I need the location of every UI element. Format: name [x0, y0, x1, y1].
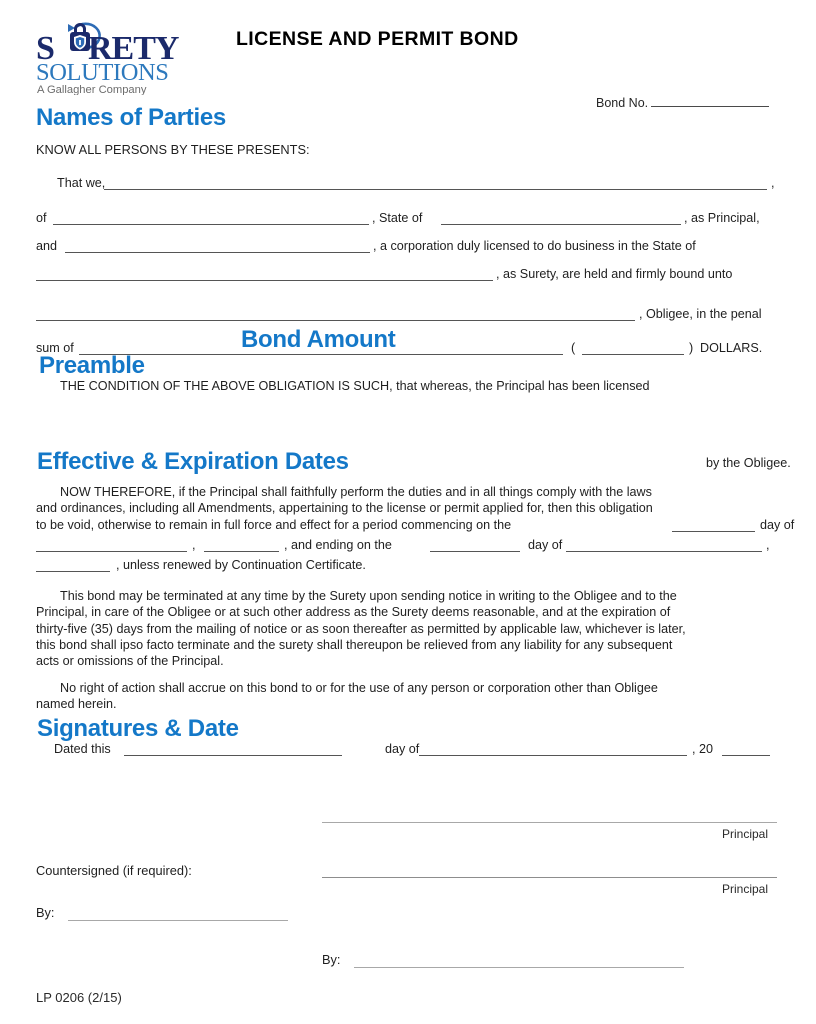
- sum-words-rule[interactable]: [79, 354, 563, 355]
- now-therefore-line-2: and ordinances, including all Amendments, appertaining to the license or permit applied for, then this obligation: [36, 501, 653, 515]
- obligee-clause: , Obligee, in the penal: [639, 307, 762, 321]
- surety-by-rule[interactable]: [354, 967, 684, 968]
- now-therefore-line-4b: , and ending on the: [284, 538, 392, 552]
- dated-day-rule[interactable]: [124, 755, 342, 756]
- paren-open: (: [571, 341, 576, 355]
- of-label: of: [36, 211, 47, 225]
- ending-month-rule[interactable]: [566, 551, 762, 552]
- bond-number-label: Bond No.: [596, 96, 649, 110]
- ending-year-rule[interactable]: [36, 571, 110, 572]
- now-therefore-line-3b: day of: [760, 518, 795, 532]
- principal-label-2: Principal: [722, 882, 769, 896]
- annotation-signatures-date: Signatures & Date: [37, 715, 239, 742]
- surety-state-rule[interactable]: [36, 280, 493, 281]
- principal-signature-rule-1[interactable]: [322, 822, 777, 823]
- form-code: LP 0206 (2/15): [36, 990, 122, 1005]
- dated-year-rule[interactable]: [722, 755, 770, 756]
- termination-line-3: thirty-five (35) days from the mailing of notice or as soon thereafter as permitted by applicable law, whichever is later,: [36, 622, 686, 636]
- as-principal-label: , as Principal,: [684, 211, 760, 225]
- bond-number-rule[interactable]: [651, 95, 769, 107]
- of-city-rule[interactable]: [53, 224, 369, 225]
- commencing-month-rule[interactable]: [36, 551, 187, 552]
- svg-text:A Gallagher Company: A Gallagher Company: [37, 84, 147, 95]
- bond-number-field[interactable]: [596, 95, 769, 110]
- termination-line-4: this bond shall ipso facto terminate and the surety shall thereupon be relieved from any liability for any subsequent: [36, 638, 673, 652]
- know-all-persons-text: KNOW ALL PERSONS BY THESE PRESENTS:: [36, 142, 310, 157]
- annotation-names-of-parties: Names of Parties: [36, 104, 226, 131]
- annotation-bond-amount: Bond Amount: [241, 326, 396, 353]
- dated-year-prefix: , 20: [692, 742, 714, 756]
- now-therefore-line-1: NOW THEREFORE, if the Principal shall faithfully perform the duties and in all things comply with the laws: [60, 485, 652, 499]
- svg-text:S: S: [36, 30, 55, 67]
- surety-name-rule[interactable]: [65, 252, 370, 253]
- no-right-of-action-line-2: named herein.: [36, 697, 117, 711]
- page-title: LICENSE AND PERMIT BOND: [236, 28, 519, 50]
- termination-line-2: Principal, in care of the Obligee or at such other address as the Surety deems reasonable, and at the expiration of: [36, 605, 671, 619]
- now-therefore-comma-1: ,: [192, 538, 196, 552]
- and-label: and: [36, 239, 58, 253]
- principal-label-1: Principal: [722, 827, 769, 841]
- now-therefore-line-5: , unless renewed by Continuation Certificate.: [116, 558, 366, 572]
- now-therefore-comma-2: ,: [766, 538, 770, 552]
- logo-artwork: [34, 10, 179, 95]
- dated-this-label: Dated this: [54, 742, 111, 756]
- termination-line-1: This bond may be terminated at any time by the Surety upon sending notice in writing to the Obligee and to the: [60, 589, 677, 603]
- svg-text:RETY: RETY: [88, 30, 179, 67]
- commencing-year-rule[interactable]: [204, 551, 279, 552]
- countersigned-by-rule[interactable]: [68, 920, 288, 921]
- countersigned-by-label: By:: [36, 905, 55, 920]
- ending-day-rule[interactable]: [430, 551, 520, 552]
- surety-solutions-logo: [34, 10, 179, 95]
- now-therefore-line-4c: day of: [528, 538, 563, 552]
- that-we-label: That we,: [57, 176, 106, 190]
- annotation-effective-expiration-dates: Effective & Expiration Dates: [37, 448, 349, 475]
- annotation-preamble: Preamble: [39, 352, 145, 379]
- principal-signature-rule-2[interactable]: [322, 877, 777, 878]
- state-rule[interactable]: [441, 224, 681, 225]
- countersigned-label: Countersigned (if required):: [36, 863, 192, 878]
- surety-by-label: By:: [322, 952, 341, 967]
- commencing-day-rule[interactable]: [672, 531, 755, 532]
- paren-close: ): [689, 341, 694, 355]
- state-of-label: , State of: [372, 211, 423, 225]
- svg-text:SOLUTIONS: SOLUTIONS: [36, 59, 169, 86]
- corporation-clause: , a corporation duly licensed to do business in the State of: [373, 239, 696, 253]
- that-we-trailing-comma: ,: [771, 176, 775, 190]
- now-therefore-line-3a: to be void, otherwise to remain in full force and effect for a period commencing on the: [36, 518, 512, 532]
- dated-month-rule[interactable]: [419, 755, 687, 756]
- that-we-rule[interactable]: [104, 189, 767, 190]
- condition-of-obligation-text: THE CONDITION OF THE ABOVE OBLIGATION IS SUCH, that whereas, the Principal has been licensed: [60, 379, 650, 393]
- dollars-label: DOLLARS.: [700, 341, 763, 355]
- by-the-obligee-text: by the Obligee.: [706, 456, 791, 470]
- termination-line-5: acts or omissions of the Principal.: [36, 654, 224, 668]
- dated-day-of-label: day of: [385, 742, 420, 756]
- as-surety-clause: , as Surety, are held and firmly bound unto: [496, 267, 733, 281]
- sum-of-label: sum of: [36, 341, 74, 355]
- no-right-of-action-line-1: No right of action shall accrue on this bond to or for the use of any person or corporation other than Obligee: [60, 681, 658, 695]
- sum-numeric-rule[interactable]: [582, 354, 684, 355]
- obligee-rule[interactable]: [36, 320, 635, 321]
